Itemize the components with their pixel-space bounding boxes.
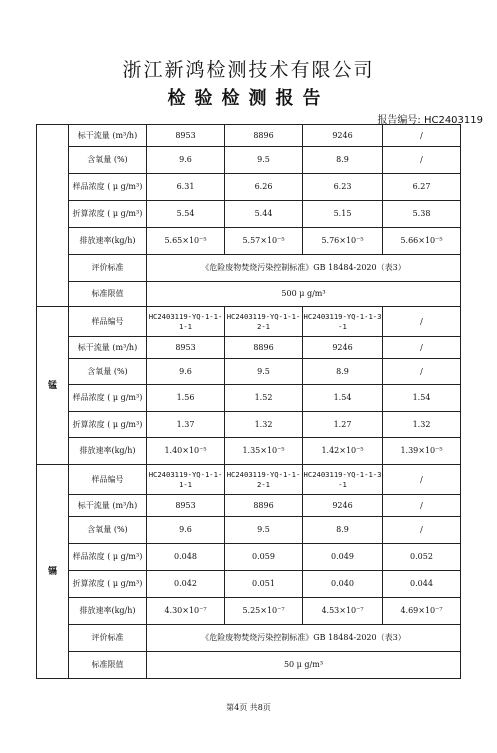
value-cell: / xyxy=(383,337,461,359)
table-row xyxy=(37,652,461,679)
param-label: 标准限值 xyxy=(69,652,147,679)
value-cell: 5.66×10⁻⁵ xyxy=(383,228,461,255)
value-cell: 1.32 xyxy=(383,412,461,438)
table-row xyxy=(37,201,461,228)
value-cell: 9246 xyxy=(303,337,383,359)
param-label: 含氧量 (%) xyxy=(69,359,147,385)
value-cell: 1.39×10⁻⁵ xyxy=(383,438,461,465)
limit-cell: 500 μ g/m³ xyxy=(147,282,461,307)
value-cell: 9.5 xyxy=(225,517,303,544)
value-cell: 8.9 xyxy=(303,359,383,385)
param-label: 折算浓度 ( μ g/m³) xyxy=(69,412,147,438)
value-cell: 9.6 xyxy=(147,147,225,174)
value-cell: 0.040 xyxy=(303,571,383,598)
value-cell: 8953 xyxy=(147,495,225,517)
param-label: 含氧量 (%) xyxy=(69,147,147,174)
value-cell: 5.76×10⁻⁵ xyxy=(303,228,383,255)
standard-cell: 《危险废物焚烧污染控制标准》GB 18484-2020（表3） xyxy=(147,625,461,652)
table-row xyxy=(37,571,461,598)
value-cell: 8896 xyxy=(225,495,303,517)
value-cell: / xyxy=(383,125,461,147)
table-row xyxy=(37,544,461,571)
table-row xyxy=(37,337,461,359)
value-cell: 1.35×10⁻⁵ xyxy=(225,438,303,465)
element-cell: 锰 xyxy=(37,307,69,465)
value-cell: 5.38 xyxy=(383,201,461,228)
value-cell: 0.042 xyxy=(147,571,225,598)
table-row xyxy=(37,282,461,307)
element-cell: 镉 xyxy=(37,465,69,679)
value-cell: 4.53×10⁻⁷ xyxy=(303,598,383,625)
param-label: 折算浓度 ( μ g/m³) xyxy=(69,571,147,598)
value-cell: 1.42×10⁻⁵ xyxy=(303,438,383,465)
sample-no-cell: / xyxy=(383,465,461,495)
report-number: 报告编号: HC2403119 xyxy=(377,115,483,126)
value-cell: / xyxy=(383,495,461,517)
value-cell: 5.57×10⁻⁵ xyxy=(225,228,303,255)
table-row xyxy=(37,125,461,147)
value-cell: / xyxy=(383,359,461,385)
element-cell xyxy=(37,125,69,307)
value-cell: 5.15 xyxy=(303,201,383,228)
table-row xyxy=(37,625,461,652)
value-cell: 8.9 xyxy=(303,147,383,174)
value-cell: 0.059 xyxy=(225,544,303,571)
value-cell: 4.30×10⁻⁷ xyxy=(147,598,225,625)
value-cell: 6.23 xyxy=(303,174,383,201)
value-cell: 1.56 xyxy=(147,385,225,412)
param-label: 标干流量 (m³/h) xyxy=(69,337,147,359)
value-cell: 8.9 xyxy=(303,517,383,544)
value-cell: 1.37 xyxy=(147,412,225,438)
table-row xyxy=(37,147,461,174)
table-row xyxy=(37,517,461,544)
value-cell: 1.54 xyxy=(383,385,461,412)
value-cell: 8896 xyxy=(225,125,303,147)
page-footer: 第4页 共8页 xyxy=(226,703,271,712)
param-label: 排放速率(kg/h) xyxy=(69,598,147,625)
sample-no-cell: / xyxy=(383,307,461,337)
value-cell: 9246 xyxy=(303,125,383,147)
sample-no-cell: HC2403119-YQ-1-1-3-1 xyxy=(303,465,383,495)
value-cell: 8896 xyxy=(225,337,303,359)
value-cell: 9.6 xyxy=(147,359,225,385)
sample-no-cell: HC2403119-YQ-1-1-1-1 xyxy=(147,465,225,495)
param-label: 样品编号 xyxy=(69,465,147,495)
value-cell: 1.52 xyxy=(225,385,303,412)
table-row xyxy=(37,465,461,495)
param-label: 排放速率(kg/h) xyxy=(69,228,147,255)
company-name: 浙江新鸿检测技术有限公司 xyxy=(122,59,375,81)
param-label: 样品编号 xyxy=(69,307,147,337)
table-row xyxy=(37,385,461,412)
value-cell: / xyxy=(383,517,461,544)
sample-no-cell: HC2403119-YQ-1-1-1-1 xyxy=(147,307,225,337)
value-cell: 0.044 xyxy=(383,571,461,598)
standard-cell: 《危险废物焚烧污染控制标准》GB 18484-2020（表3） xyxy=(147,255,461,282)
limit-cell: 50 μ g/m³ xyxy=(147,652,461,679)
param-label: 含氧量 (%) xyxy=(69,517,147,544)
table-row xyxy=(37,228,461,255)
value-cell: 1.27 xyxy=(303,412,383,438)
sample-no-cell: HC2403119-YQ-1-1-3-1 xyxy=(303,307,383,337)
value-cell: 9.6 xyxy=(147,517,225,544)
value-cell: 8953 xyxy=(147,125,225,147)
table-row xyxy=(37,495,461,517)
param-label: 折算浓度 ( μ g/m³) xyxy=(69,201,147,228)
value-cell: 6.31 xyxy=(147,174,225,201)
value-cell: 0.049 xyxy=(303,544,383,571)
param-label: 样品浓度 ( μ g/m³) xyxy=(69,174,147,201)
value-cell: 0.048 xyxy=(147,544,225,571)
value-cell: 9246 xyxy=(303,495,383,517)
param-label: 标干流量 (m³/h) xyxy=(69,495,147,517)
value-cell: 5.65×10⁻⁵ xyxy=(147,228,225,255)
value-cell: / xyxy=(383,147,461,174)
value-cell: 1.54 xyxy=(303,385,383,412)
value-cell: 0.051 xyxy=(225,571,303,598)
param-label: 排放速率(kg/h) xyxy=(69,438,147,465)
table-row xyxy=(37,174,461,201)
value-cell: 6.27 xyxy=(383,174,461,201)
table-row xyxy=(37,359,461,385)
value-cell: 9.5 xyxy=(225,359,303,385)
value-cell: 5.54 xyxy=(147,201,225,228)
param-label: 样品浓度 ( μ g/m³) xyxy=(69,544,147,571)
param-label: 标准限值 xyxy=(69,282,147,307)
table-row xyxy=(37,598,461,625)
param-label: 标干流量 (m³/h) xyxy=(69,125,147,147)
value-cell: 6.26 xyxy=(225,174,303,201)
value-cell: 1.32 xyxy=(225,412,303,438)
value-cell: 4.69×10⁻⁷ xyxy=(383,598,461,625)
table-row xyxy=(37,412,461,438)
table-row xyxy=(37,255,461,282)
value-cell: 9.5 xyxy=(225,147,303,174)
sample-no-cell: HC2403119-YQ-1-1-2-1 xyxy=(225,465,303,495)
value-cell: 8953 xyxy=(147,337,225,359)
report-title: 检验检测报告 xyxy=(167,88,330,109)
table-row xyxy=(37,307,461,337)
value-cell: 1.40×10⁻⁵ xyxy=(147,438,225,465)
sample-no-cell: HC2403119-YQ-1-1-2-1 xyxy=(225,307,303,337)
param-label: 评价标准 xyxy=(69,255,147,282)
results-table xyxy=(36,124,461,679)
value-cell: 0.052 xyxy=(383,544,461,571)
value-cell: 5.25×10⁻⁷ xyxy=(225,598,303,625)
value-cell: 5.44 xyxy=(225,201,303,228)
param-label: 样品浓度 ( μ g/m³) xyxy=(69,385,147,412)
table-row xyxy=(37,438,461,465)
param-label: 评价标准 xyxy=(69,625,147,652)
